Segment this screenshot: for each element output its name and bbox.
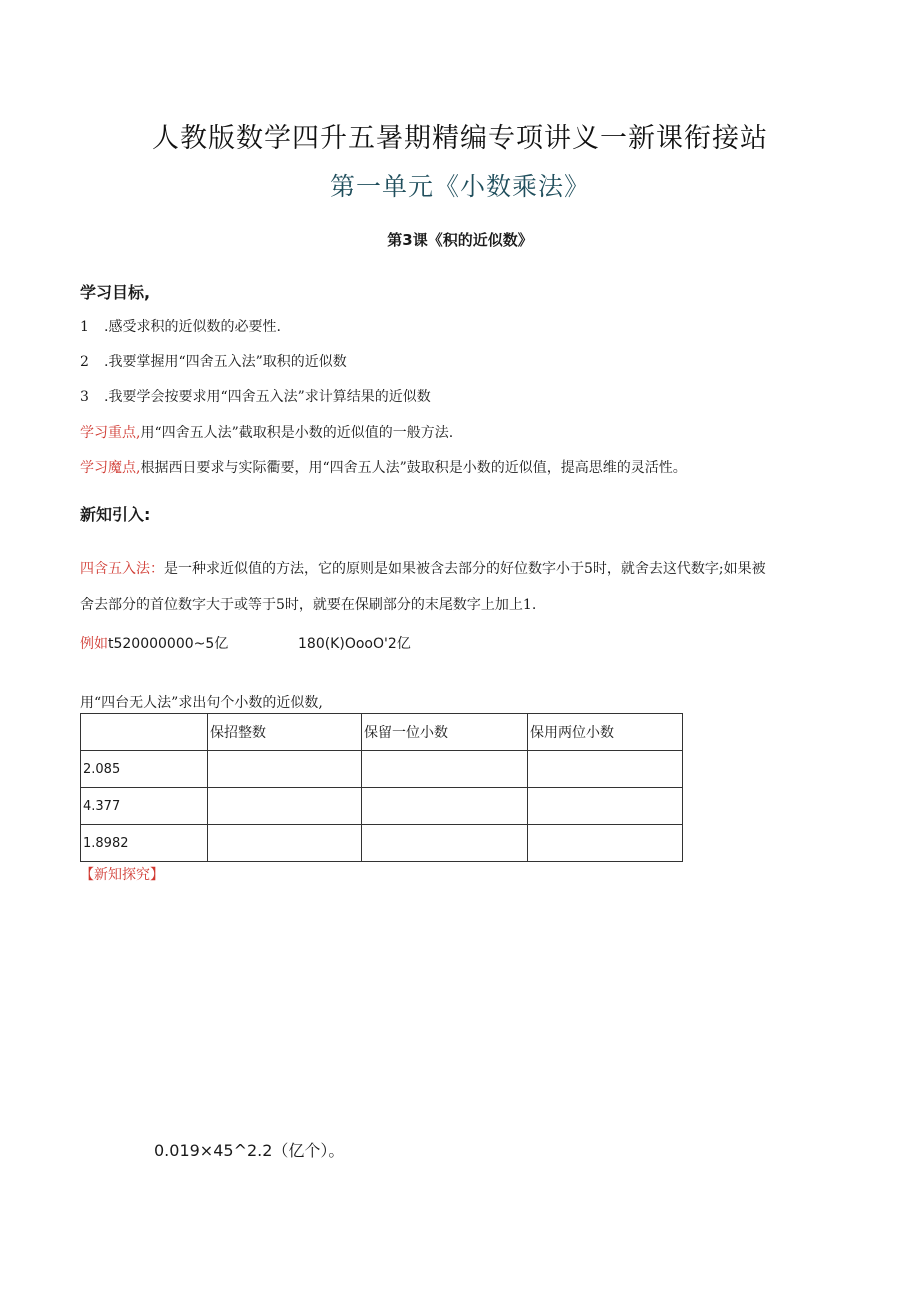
- table-header-cell: 保用两位小数: [528, 714, 683, 751]
- difficulty-text: 根据西日要求与实际衢要，用“四舍五人法”鼓取积是小数的近似值，提高思维的灵活性。: [140, 460, 687, 476]
- example-label: 例如: [80, 636, 108, 652]
- rule-label: 四含五入法：: [80, 561, 164, 577]
- objective-item: [80, 351, 347, 371]
- table-row: [81, 788, 683, 825]
- table-cell-empty: [208, 825, 362, 862]
- example-2: 180(K)OooO'2亿: [298, 636, 411, 652]
- objective-text: .我要学会按要求用“四舍五入法”求计算结果的近似数: [104, 389, 431, 405]
- table-cell-empty: [208, 788, 362, 825]
- objective-text: .感受求积的近似数的必要性.: [104, 319, 281, 335]
- table-cell-empty: [362, 751, 528, 788]
- difficulty-point: [80, 457, 687, 477]
- table-header-cell: [81, 714, 208, 751]
- example-line: [80, 633, 228, 653]
- table-cell-empty: [208, 751, 362, 788]
- objective-number: 2: [80, 354, 89, 370]
- table-header-cell: 保招整数: [208, 714, 362, 751]
- table-row: [81, 751, 683, 788]
- table-cell-value: 2.085: [81, 751, 208, 788]
- table-cell-value: 1.8982: [81, 825, 208, 862]
- table-cell-empty: [528, 825, 683, 862]
- practice-caption: 用“四台无人法”求出句个小数的近似数,: [80, 695, 323, 711]
- intro-heading: 新知引入:: [80, 505, 151, 524]
- table-header-row: [81, 714, 683, 751]
- table-row: [81, 825, 683, 862]
- explore-label: 【新知探究】: [80, 867, 164, 883]
- key-point-text: 用“四舍五人法”截取积是小数的近似值的一般方法.: [140, 425, 454, 441]
- practice-table: [80, 713, 683, 862]
- table-cell-value: 4.377: [81, 788, 208, 825]
- table-header-cell: 保留一位小数: [362, 714, 528, 751]
- rule-text-1: 是一种求近似值的方法，它的原则是如果被含去部分的好位数字小于5时，就舍去这代数字;如果被: [164, 561, 766, 577]
- document-title: 人教版数学四升五暑期精编专项讲义一新课衔接站: [152, 123, 768, 154]
- objective-item: [80, 386, 431, 406]
- objective-number: 1: [80, 319, 89, 335]
- objectives-heading: 学习目标,: [80, 283, 151, 302]
- objective-number: 3: [80, 389, 89, 405]
- key-point-label: 学习重点,: [80, 425, 141, 441]
- lesson-title: 第3课《积的近似数》: [387, 231, 533, 249]
- table-cell-empty: [528, 788, 683, 825]
- objective-item: [80, 316, 281, 336]
- key-point: [80, 422, 453, 442]
- unit-title: 第一单元《小数乘法》: [329, 172, 590, 201]
- table-cell-empty: [362, 788, 528, 825]
- rule-line-1: [80, 558, 766, 578]
- formula-line: 0.019×45^2.2（亿个）。: [154, 1141, 345, 1160]
- difficulty-label: 学习魔点,: [80, 460, 141, 476]
- table-cell-empty: [362, 825, 528, 862]
- rule-line-2: 舍去部分的首位数字大于或等于5时，就要在保刷部分的末尾数字上加上1.: [80, 597, 537, 613]
- objective-text: .我要掌握用“四舍五入法”取积的近似数: [104, 354, 347, 370]
- table-cell-empty: [528, 751, 683, 788]
- example-1: t520000000~5亿: [108, 636, 229, 652]
